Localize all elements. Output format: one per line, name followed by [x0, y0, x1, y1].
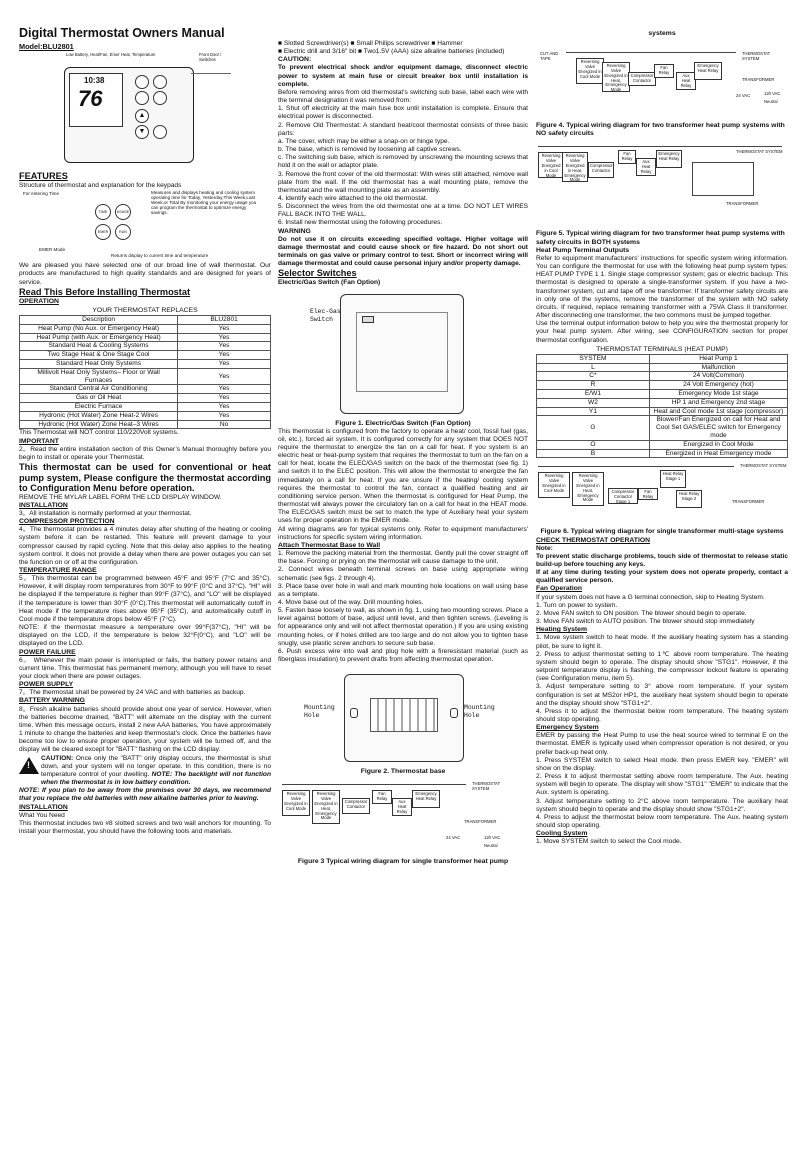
- key-1[interactable]: [135, 75, 149, 89]
- emergency-step: 3. Adjust temperature setting to 2°C above room temperature. The auxiliary heat system should begin to operate and the display should show "STG1+2".: [536, 797, 788, 813]
- table-cell: Yes: [178, 351, 271, 360]
- table-cell: Yes: [178, 368, 271, 385]
- table-cell: Energized in Heat Emergency mode: [649, 449, 787, 458]
- not-control-text: This Thermostat will NOT control 110/220Volt systems.: [19, 429, 179, 437]
- keypad-label-time: For entering Time: [23, 191, 59, 197]
- battery-text: 8。Fresh alkaline batteries should provide about one year of service. However, when the batteries become drained, "BATT" will alternate on the display with the current time. When this message occurs, install 2 new AAA batteries, You have approximately 1 minute to change the batteries and keep thermostat’s clock. Once the batteries have become too low to ensure proper operation, your system will be turned off, and the display will be cleared except for "BATT" flashing on the LCD display.: [19, 705, 271, 754]
- key-2[interactable]: [153, 75, 167, 89]
- note-label: Note:: [536, 544, 553, 552]
- cover-note-top: Low Battery, Heat/Fan, Emer Heat, Temperature: [66, 52, 156, 58]
- table-row: [20, 420, 271, 429]
- table-row: [20, 342, 271, 351]
- emergency-relay-box: Emergency Heat Relay: [694, 62, 722, 80]
- button-grid: [129, 73, 187, 155]
- table-row: [20, 351, 271, 360]
- table-cell: Yes: [178, 324, 271, 333]
- key-run[interactable]: RUN: [115, 224, 131, 240]
- compressor-heading: COMPRESSOR PROTECTION: [19, 518, 115, 526]
- attach-step: 4. Move base out of the way. Drill mounting holes.: [278, 598, 424, 606]
- table-cell: Yes: [178, 411, 271, 420]
- reversing-cool-box: Reversing Valve Energized in Cool Mode: [538, 472, 570, 498]
- table-header-cell: BLU2801: [178, 316, 271, 325]
- neutral-label: Neutral: [764, 99, 778, 105]
- figure-2: [278, 668, 528, 768]
- check-operation-heading: CHECK THERMOSTAT OPERATION: [536, 536, 651, 544]
- table-row: [20, 324, 271, 333]
- hp-outputs-heading: Heat Pump Terminal Outputs: [536, 246, 630, 254]
- temp-note: NOTE: if the thermostat measure a temperature over 99°F(37°C), "HI" will be displayed on the LCD, if the temperature is below 32°F(0°C), and "LO" will be displayed on the LCD.: [19, 624, 271, 648]
- fig2-label-left: Mounting Hole: [304, 704, 335, 720]
- table-cell: HP 1 and Emergency 2nd stage: [649, 398, 787, 407]
- fan-relay-box: Fan Relay: [654, 64, 674, 78]
- keypad-label-run: Returns display to current time and temperature: [111, 253, 209, 259]
- tools-line-1: ■ Slotted Screwdriver(s) ■ Small Philips screwdriver ■ Hammer: [278, 40, 463, 47]
- table-row: [20, 368, 271, 385]
- installation-text: 3。All installation is normally performed at your thermostat.: [19, 509, 192, 517]
- mounting-hole-right: [450, 708, 458, 718]
- keypad-callout-lines: [191, 73, 231, 134]
- temp-range-text: 5。This thermostat can be programmed between 45°F and 95°F (7°C and 35°C). However, it will display room temperatures from 30°F to 99°F (0°C and 37°C). "HI" will be displayed if the temperature is higher than 99°F (37°C), and "LO" will be displayed if the temperature is lower than 30°F (0°C).This thermostat will automatically cutoff in Heat mode if the temperature rises above 95°F (35°C), and automatically cutoff in Cool mode if the temperature drops below 45°F (7°C).: [19, 575, 271, 623]
- config-statement: This thermostat can be used for conventional or heat pump system, Please configure the thermostat according to Configuration Menu before operation.: [19, 462, 271, 494]
- temp-range-heading: TEMPERATURE RANGE: [19, 566, 97, 574]
- figure-4-caption: Figure 4. Typical wiring diagram for two transformer heat pump systems with NO safety circuits: [536, 122, 785, 138]
- power-supply-heading: POWER SUPPLY: [19, 681, 74, 689]
- table-cell: B: [537, 449, 650, 458]
- use-terminal-text: Use the terminal output information below to help you wire the thermostat properly for your heat pump system. After wiring, see CONFIGURATION section for proper thermostat configuration.: [536, 320, 788, 344]
- table-cell: Hydronic (Hot Water) Zone Heat–3 Wires: [20, 420, 178, 429]
- caution-note: NOTE: The backlight will not function when the thermostat is in low battery condition.: [41, 770, 271, 787]
- table-cell: Heat and Cool mode 1st stage (compressor): [649, 407, 787, 416]
- up-arrow-key[interactable]: ▲: [135, 109, 149, 123]
- compressor-stage1-box: Compressor Contactor Stage 1: [608, 488, 638, 504]
- figure-3: [278, 780, 528, 858]
- remove-step: c. The switching sub base, which is removed by unscrewing the mounting screws that hold it on the wall or adaptor plate.: [278, 154, 528, 170]
- tools-line-2: ■ Electric drill and 3/16" bit ■ Two1.5V (AAA) size alkaline batteries (included): [278, 48, 505, 56]
- heat-relay-stage1-box: Heat Relay Stage 1: [660, 470, 686, 488]
- thermostat-system-label: THERMOSTAT SYSTEM: [472, 781, 501, 792]
- table-row: [537, 363, 788, 372]
- table-header-cell: Heat Pump 1: [649, 354, 787, 363]
- remove-step: a. The cover, which may be either a snap-on or hinge type.: [278, 137, 450, 145]
- table-row: [20, 394, 271, 403]
- table-row: [20, 360, 271, 369]
- table-cell: Standard Central Air Conditioning: [20, 385, 178, 394]
- table-cell: Blower/Fan Energized on call for Heat and Cool Set GAS/ELEC switch for Emergency mode: [649, 416, 787, 440]
- neutral-label: Neutral: [484, 843, 498, 849]
- transformer-label: TRANSFORMER: [742, 77, 775, 83]
- cover-note-right: Front Door / Switches: [199, 52, 222, 62]
- fan-relay-box: Fan Relay: [618, 150, 636, 164]
- intro-text: We are pleased you have selected one of our broad line of wall thermostat. Our products are manufactured to high quality standards and are designed for years of service.: [19, 262, 271, 286]
- cut-tape-label: CUT AND TAPE: [540, 51, 559, 61]
- attach-step: 3. Place base over hole in wall and mark mounting hole locations on wall using base as a template.: [278, 582, 528, 598]
- attach-heading: Attach Thermostat Base to Wall: [278, 541, 381, 549]
- fig2-label-right: Mounting Hole: [464, 704, 495, 720]
- reversing-heat-box: Reversing Valve Energized in Heat, Emergency Mode: [602, 62, 630, 92]
- fan-op-step: If your system does not have a G terminal connection, skip to Heating System.: [536, 593, 765, 601]
- table-cell: No: [178, 420, 271, 429]
- remove-step: 1. Shut off electricity at the main fuse box until installation is complete. Ensure that electrical power is disconnected.: [278, 105, 528, 121]
- keypad-figure: [19, 190, 271, 262]
- power-failure-heading: POWER FAILURE: [19, 648, 76, 656]
- table-cell: Yes: [178, 342, 271, 351]
- figure-5-caption: Figure 5. Typical wiring diagram for two transformer heat pump systems with safety circuits in BOTH systems: [536, 230, 785, 246]
- table-row: [537, 416, 788, 440]
- table-cell: 24 Volt(Common): [649, 372, 787, 381]
- thermostat-front-figure: [19, 53, 271, 171]
- figure-6-caption: Figure 6. Typical wiring diagram for single transformer multi-stage systems: [540, 528, 784, 536]
- lcd-display: [69, 73, 123, 127]
- reversing-cool-box: Reversing Valve Energized in Cool Mode: [538, 152, 564, 178]
- terminals-table: [536, 354, 788, 459]
- replaces-table: [19, 315, 271, 429]
- cooling-heading: Cooling System: [536, 830, 588, 838]
- table-row: [537, 390, 788, 399]
- remove-step: 2. Remove Old Thermostat: A standard heat/cool thermostat consists of three basic parts:: [278, 121, 528, 137]
- emergency-step: 4. Press to adjust the thermostat below room temperature. The Aux. heating system should stop operating.: [536, 813, 788, 829]
- compressor-box: Compressor Contactor: [588, 162, 614, 178]
- table-header-row: [537, 354, 788, 363]
- wiring-typical-text: All wiring diagrams are for typical systems only. Refer to equipment manufacturers' instructions for specific system wiring information.: [278, 525, 528, 541]
- column-left: [19, 0, 271, 836]
- heating-heading: Heating System: [536, 626, 587, 634]
- table-cell: 24 Volt Emergency (hot): [649, 381, 787, 390]
- table-row: [537, 449, 788, 458]
- attach-step: 1. Remove the packing material from the thermostat. Gently pull the cover straight off the base. Forcing or prying on the thermostat will cause damage to the unit.: [278, 550, 528, 566]
- table-header-row: [20, 316, 271, 325]
- hp-outputs-text: Refer to equipment manufacturers' instructions for specific system wiring information. You can configure the thermostat for use with the following heat pump system types: HEAT PUMP TYPE 1 1. Single stage compressor system; gas or electric backup. This thermostat is designed to operate a single-transformer system. If you have a two-transformer system, cut and tape off one transformer. If transformer safety circuits are in only one of the systems, remove the transformer of the system with NO safety circuits. If required, replace remaining transformer with a 75VA Class II transformer. After disconnecting one transformer, the two commons must be jumped together.: [536, 254, 788, 320]
- table-cell: Millivolt Heat Only Systems– Floor or Wall Furnaces: [20, 368, 178, 385]
- key-5[interactable]: [153, 125, 167, 139]
- table-cell: L: [537, 363, 650, 372]
- figure-4: [536, 38, 788, 122]
- power-supply-text: 7。The thermostat shall be powered by 24 VAC and with batteries as backup.: [19, 689, 246, 697]
- key-usage[interactable]: USAGE: [115, 204, 131, 220]
- fan-relay-box: Fan Relay: [372, 790, 392, 804]
- table-header-cell: SYSTEM: [537, 354, 650, 363]
- caution-bold-text: To prevent electrical shock and/or equipment damage, disconnect electric power to system at main fuse or circuit breaker box until installation is complete.: [278, 64, 528, 88]
- table-cell: Hydronic (Hot Water) Zone Heat-2 Wires: [20, 411, 178, 420]
- table-cell: Heat Pump (No Aux. or Emergency Heat): [20, 324, 178, 333]
- mounting-hole-left: [350, 708, 358, 718]
- replaces-caption: YOUR THERMOSTAT REPLACES: [92, 306, 198, 314]
- warning-heading: WARNING: [278, 227, 311, 235]
- reversing-cool-box: Reversing Valve Energized in Cool Mode: [282, 790, 310, 816]
- table-cell: Malfunction: [649, 363, 787, 372]
- transformer-label: TRANSFORMER: [732, 499, 765, 505]
- page-title: Digital Thermostat Owners Manual: [19, 26, 225, 40]
- remove-step: 4. Identify each wire attached to the old thermostat.: [278, 194, 428, 202]
- transformer-label: TRANSFORMER: [726, 201, 759, 207]
- remove-mylar-text: REMOVE THE MYLAR LABEL FORM THE LCD DISPLAY WINDOW.: [19, 493, 222, 501]
- cooling-step: 1. Move SYSTEM switch to select the Cool mode.: [536, 838, 682, 846]
- emergency-step: 2. Press it to adjust thermostat setting above room temperature. The Aux. heating system will begin to operate. The display will show "STG1" "EMER" to indicate that the Aux. system is operating.: [536, 773, 788, 797]
- read-before-heading: Read This Before Installing Thermostat: [19, 286, 191, 297]
- key-4[interactable]: [153, 91, 167, 105]
- includes-text: This thermostat includes two #8 slotted screws and two wall anchors for mounting. To install your thermostat, you should have the following tools and materials.: [19, 819, 271, 835]
- attach-step: 2. Connect wires beneath terminal screws on base using appropriate wiring schematic (see figs. 2 through 4).: [278, 566, 528, 582]
- keypad-label-emer: EMER Mode: [39, 247, 66, 253]
- aux-relay-box: Aux Heat Relay: [392, 798, 412, 816]
- caution-text: Once only the "BATT" only display occurs, the thermostat is shut down, and your system will no longer operate. In this condition, there is no temperature control of your dwelling.: [41, 754, 271, 778]
- installation2-heading: INSTALLATION: [19, 803, 68, 811]
- heating-step: 1. Move system switch to heat mode. If the auxiliary heating system has a standing pilot, be sure to light it.: [536, 634, 788, 650]
- installation-heading: INSTALLATION: [19, 501, 68, 509]
- fig1-label: Elec-Gas Switch: [310, 307, 341, 323]
- compressor-text: 4。The thermostat provides a 4 minutes delay after shutting of the heating or cooling system before it can be restarted. This feature will prevent damage to your compressor caused by rapid cycling. Note that this delay also applies to the heating system control. It does not provide a delay when there are power outages you can set the function on or off at the configuration.: [19, 526, 271, 566]
- table-cell: Emergency Mode 1st stage: [649, 390, 787, 399]
- wire-bus: [566, 52, 736, 53]
- key-emer[interactable]: EMER: [95, 224, 111, 240]
- thermostat-system-label: THERMOSTAT SYSTEM: [740, 463, 787, 469]
- features-text: Structure of thermostat and explanation for the keypads: [19, 182, 182, 190]
- figure-3-caption: Figure 3 Typical wiring diagram for single transformer heat pump: [297, 858, 509, 866]
- compressor-box: Compressor Contactor: [342, 798, 370, 814]
- fan-op-step: 2. Move FAN switch to ON position. The blower should begin to operate.: [536, 609, 747, 617]
- emergency-step: EMER by passing the Heat Pump to use the heat source wired to terminal E on the thermostat. EMER is typically used when compressor operation is not desired, or you prefer back-up heat only.: [536, 732, 788, 756]
- figure-1: [278, 290, 528, 420]
- important-text: 2。Read the entire installation section of this Owner’s Manual thoroughly before you begin to install or operate your Thermostat.: [19, 445, 271, 461]
- vac120-label: 120 VAC: [484, 835, 501, 841]
- pcb-board: [356, 312, 448, 392]
- wire-bus: [282, 784, 466, 785]
- down-arrow-key[interactable]: ▼: [135, 125, 149, 139]
- wire-bus: [538, 466, 734, 467]
- terminal-block: [370, 698, 438, 732]
- thermostat-system-label: THERMOSTAT SYSTEM: [742, 51, 771, 61]
- model-number: Model:BLU2801: [19, 42, 74, 51]
- power-failure-text: 6。 Whenever the main power is interrupted or fails, the battery power retains and current time. This thermostat has permanent memory, although you will have to reset your clock when there are power outages.: [19, 656, 271, 681]
- table-cell: Energized in Cool Mode: [649, 440, 787, 449]
- fan-op-step: 3. Move FAN switch to AUTO position. The blower should stop immediately: [536, 618, 755, 626]
- attach-step: 6. Push excess wire into wall and plug hole with a fireresistant material (such as fiberglass insulation) to prevent drafts from affecting thermostat operation.: [278, 647, 528, 664]
- vac120-label: 120 VAC: [764, 91, 781, 97]
- figure-5: [536, 142, 788, 230]
- static-text: To prevent static discharge problems, touch side of thermostat to release static build-up before touching any keys.: [536, 552, 788, 568]
- remove-step: 3. Remove the front cover of the old thermostat: With wires still attached, remove wall plate from the wall. If the old thermostat has a wall mounting plate, remove the thermostat and the wall mounting plate as an assembly.: [278, 170, 528, 194]
- emergency-step: 1. Press SYSTEM switch to select Heat mode. then press EMER key. "EMER" will show on the display.: [536, 756, 788, 772]
- table-cell: Two Stage Heat & One Stage Cool: [20, 351, 178, 360]
- remove-old-intro: Before removing wires from old thermostat's switching sub base, label each wire with the terminal designation it was removed from:: [278, 88, 528, 105]
- table-cell: Electric Furnace: [20, 403, 178, 412]
- heating-step: 2. Press to adjust thermostat setting to 1℃ above room temperature. The heating system should begin to operate. The display should show "STG1". However, if the setpoint temperature display is flashing, the compressor lockout feature is operating (see Configuration menu, item 5).: [536, 650, 788, 683]
- selector-sub: Electric/Gas Switch (Fan Option): [278, 279, 381, 287]
- table-row: [537, 398, 788, 407]
- table-cell: Yes: [178, 360, 271, 369]
- table-cell: Yes: [178, 394, 271, 403]
- key-3[interactable]: [135, 91, 149, 105]
- operation-heading: OPERATION: [19, 297, 59, 305]
- reversing-heat-box: Reversing Valve Energized in Heat, Emergency Mode: [572, 472, 604, 506]
- emergency-heading: Emergency System: [536, 724, 599, 732]
- table-row: [537, 381, 788, 390]
- warning-icon: !: [19, 757, 39, 774]
- table-row: [20, 411, 271, 420]
- table-row: [20, 333, 271, 342]
- heating-step: 3. Adjust temperature setting to 3° above room temperature. If your system configuration is set at MS2or HP1, the auxiliary heat system should begin to operate and the display should show "STG1+2".: [536, 683, 788, 707]
- note-away: NOTE: If you plan to be away from the premises over 30 days, we recommend that you replace the old batteries with new alkaline batteries prior to leaving.: [19, 787, 271, 803]
- fan-op-heading: Fan Operation: [536, 585, 583, 593]
- compressor-box: Compressor Contactor: [628, 72, 656, 86]
- reversing-heat-box: Reversing Valve Energized in Heat, Emergency Mode: [312, 790, 340, 824]
- table-row: [537, 440, 788, 449]
- table-cell: W2: [537, 398, 650, 407]
- vac24-label: 24 VAC: [736, 93, 751, 99]
- table-cell: R: [537, 381, 650, 390]
- remove-step: 5. Disconnect the wires from the old thermostat one at a time. DO NOT LET WIRES FALL BACK INTO THE WALL.: [278, 203, 528, 219]
- elec-gas-switch[interactable]: [362, 316, 374, 323]
- terminals-caption: THERMOSTAT TERMINALS (HEAT PUMP): [596, 345, 728, 353]
- fan-option-text: This thermostat is configured from the factory to operate a heat/ cool, fossil fuel (gas, oil, etc.), forced air system. It is configured correctly for any system that DOES NOT require the thermostat to energize the fan on a call for heat. If you system is an electric heat or heat-pump system that requires the thermostat to turn on the fan on a call for heat, locate the ELEC/GAS switch on the back of the thermostat (see fig. 1) and switch it to the ELEC position. This will allow the thermostat to energize the fan immediately on a call for heat. If you are unsure if the heating/ cooling system requires the thermostat to control the fan, contact a qualified heating and air conditioning service person. When the thermostat is configured for Heat Pump, the thermostat will always power the circulatory fan on a call for heat in the HEAT mode. The ELEC/GAS switch must be set to match the type of Auxiliary heat your system uses for proper operation in the EMER mode.: [278, 427, 528, 525]
- table-cell: Yes: [178, 403, 271, 412]
- table-cell: Yes: [178, 333, 271, 342]
- aux-relay-box: Aux Heat Relay: [636, 158, 656, 176]
- table-cell: C*: [537, 372, 650, 381]
- figure-2-caption: Figure 2. Thermostat base: [360, 768, 446, 776]
- table-row: [537, 407, 788, 416]
- caution-block: [19, 755, 271, 788]
- table-cell: Standard Heat Only Systems: [20, 360, 178, 369]
- lcd-temp: 76: [78, 86, 103, 112]
- table-row: [20, 385, 271, 394]
- remove-step: b. The base, which is removed by loosening all captive screws.: [278, 146, 462, 154]
- heat-relay-stage2-box: Heat Relay Stage 2: [676, 490, 702, 508]
- remove-step: 6. Install new thermostat using the following procedures.: [278, 219, 443, 227]
- table-cell: O: [537, 440, 650, 449]
- safety-circuit-box: [692, 162, 754, 196]
- table-row: [20, 403, 271, 412]
- keypad-label-usage: Measures and displays heating and cooling system operating time for Today, Yesterday,This Week,Last Week,or Total By monitoring your energy usage you can program the thermostat to optimize energy savings.: [151, 190, 257, 215]
- if-not-text: If at any time during testing your system does not operate properly, contact a qualified service person.: [536, 569, 788, 585]
- wire-bus: [538, 146, 782, 147]
- important-heading: IMPORTANT: [19, 437, 59, 445]
- thermostat-system-label: THERMOSTAT SYSTEM: [736, 149, 783, 155]
- table-cell: E/W1: [537, 390, 650, 399]
- figure-1-caption: Figure 1. Electric/Gas Switch (Fan Option): [335, 419, 471, 427]
- transformer-label: TRANSFORMER: [464, 819, 497, 825]
- heating-step: 4. Press it to adjust the thermostat below room temperature. The heating system should stop operating.: [536, 707, 788, 723]
- warning-bold-text: Do not use it on circuits exceeding specified voltage. Higher voltage will damage thermostat and could cause shock or fire hazard. Do not short out terminals on gas valve or primary control to test. Short or incorrect wiring will damage thermostat and could cause personal injury and/or property damage.: [278, 235, 528, 268]
- battery-heading: BATTERY WARNING: [19, 697, 85, 705]
- aux-relay-box: Aux Heat Relay: [676, 72, 696, 90]
- key-time[interactable]: TIME: [95, 204, 111, 220]
- caution-heading: CAUTION:: [278, 56, 312, 64]
- reversing-cool-box: Reversing Valve Energized in Cool Mode: [576, 58, 604, 84]
- table-header-cell: Description: [20, 316, 178, 325]
- emergency-relay-box: Emergency Heat Relay: [656, 150, 682, 168]
- reversing-heat-box: Reversing Valve Energized in Heat, Emergency Mode: [562, 152, 588, 182]
- table-cell: Y1: [537, 407, 650, 416]
- table-cell: Gas or Oil Heat: [20, 394, 178, 403]
- vac24-label: 24 VAC: [446, 835, 461, 841]
- column-middle: [278, 40, 528, 867]
- systems-word: systems: [648, 30, 676, 37]
- caution-label: CAUTION:: [41, 754, 74, 762]
- features-heading: FEATURES: [19, 171, 68, 182]
- selector-heading: Selector Switches: [278, 268, 357, 279]
- fan-op-step: 1. Turn on power to system.: [536, 601, 618, 609]
- table-cell: Yes: [178, 385, 271, 394]
- lcd-time: 10:38: [84, 76, 105, 86]
- column-right: [536, 0, 788, 846]
- fan-relay-box: Fan Relay: [638, 488, 658, 500]
- table-row: [537, 372, 788, 381]
- what-you-need: What You Need: [19, 811, 65, 819]
- table-cell: G: [537, 416, 650, 440]
- table-cell: Heat Pump (with Aux. or Emergency Heat): [20, 333, 178, 342]
- figure-6: [536, 462, 788, 528]
- attach-step: 5. Fasten base loosely to wall, as shown in fig. 1, using two mounting screws. Place a level against bottom of base, adjust until level, and then tighten screws. (Leveling is for appearance only and will not affect thermostat operation.) If you are using existing mounting holes, or if holes drilled are too large and do not allow you to tighten base snugly, use plastic screw anchors to secure sub base.: [278, 607, 528, 647]
- emergency-relay-box: Emergency Heat Relay: [412, 790, 440, 808]
- table-cell: Standard Heat & Cooling Systems: [20, 342, 178, 351]
